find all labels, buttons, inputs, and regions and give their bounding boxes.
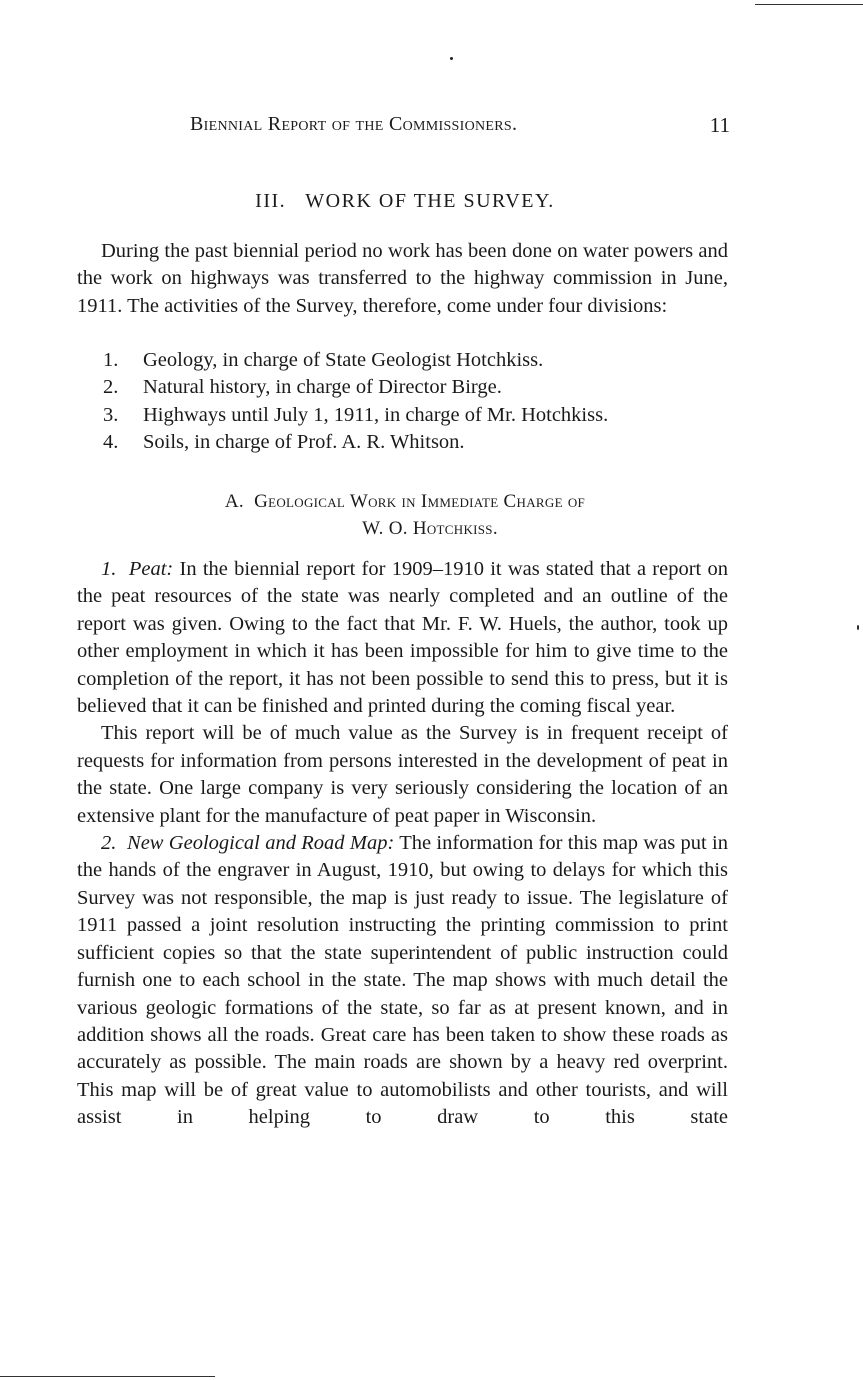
peat-paragraph-2: This report will be of much value as the Survey is in frequent receipt of requests for information from persons interested in the development of peat in the state. One large company is very seriously considering the location of an extensive plant for the manufacture of peat paper in Wisconsin. bbox=[77, 722, 728, 827]
page-header bbox=[190, 113, 730, 141]
divisions-list bbox=[103, 347, 608, 457]
peat-label: 1. Peat: bbox=[101, 558, 174, 580]
list-item bbox=[103, 402, 608, 429]
list-text: Highways until July 1, 1911, in charge of Mr. Hotchkiss. bbox=[143, 403, 609, 426]
scan-edge-line-bottom bbox=[0, 1376, 215, 1377]
list-item bbox=[103, 429, 608, 456]
section-title: III. WORK OF THE SURVEY. bbox=[255, 190, 555, 212]
list-text: Geology, in charge of State Geologist Hotchkiss. bbox=[143, 349, 544, 371]
map-label: 2. New Geological and Road Map: bbox=[101, 832, 395, 855]
scan-speck bbox=[857, 625, 859, 630]
list-text: Natural history, in charge of Director Birge. bbox=[143, 376, 502, 399]
page-number: 11 bbox=[709, 113, 730, 137]
map-text: The information for this map was put in the hands of the engraver in August, 1910, but owing to delays for which this Survey was not responsible, the map is just ready to issue. The legislature of 1911 passed a joint resolution instructing the printing commission to print sufficient copies so that the state superintendent of public instruction could furnish one to each school in the state. The map shows with much detail the various geologic formations of the state, so far as at present known, and in addition shows all the roads. Great care has been taken to show these roads as accurately as possible. The main roads are shown by a heavy red overprint. This map will be of great value to automobilists and other tourists, and will assist in helping to draw to this state bbox=[77, 832, 728, 1129]
peat-text: In the biennial report for 1909–1910 it was stated that a report on the peat resources of the state was nearly completed and an outline of the report was given. Owing to the fact that Mr. F. W. Huels, the author, took up other employment in which it has been impossible for him to give time to the completion of the report, it has not been possible to send this to press, but it is believed that it can be finished and printed during the coming fiscal year. bbox=[77, 558, 728, 718]
scan-edge-line-top bbox=[755, 4, 863, 5]
subsection-heading-line2: W. O. Hotchkiss. bbox=[362, 518, 498, 539]
peat-section bbox=[77, 556, 728, 1132]
intro-paragraph: During the past biennial period no work has been done on water powers and the work on highways was transferred to the highway commission in June, 1911. The activities of the Survey, therefore, come under four divisions: bbox=[77, 240, 728, 317]
scan-speck bbox=[450, 57, 453, 60]
map-paragraph bbox=[77, 830, 728, 1131]
list-number: 3. bbox=[103, 403, 119, 426]
subsection-heading-line1: A. Geological Work in Immediate Charge of bbox=[224, 491, 586, 512]
list-item bbox=[103, 347, 608, 374]
list-number: 1. bbox=[103, 349, 119, 371]
list-number: 2. bbox=[103, 376, 119, 399]
subsection-heading bbox=[0, 488, 810, 542]
list-text: Soils, in charge of Prof. A. R. Whitson. bbox=[143, 431, 465, 454]
intro-block bbox=[77, 238, 728, 320]
running-head: Biennial Report of the Commissioners. bbox=[190, 113, 518, 135]
list-item bbox=[103, 374, 608, 401]
list-number: 4. bbox=[103, 431, 119, 454]
peat-paragraph bbox=[77, 556, 728, 720]
